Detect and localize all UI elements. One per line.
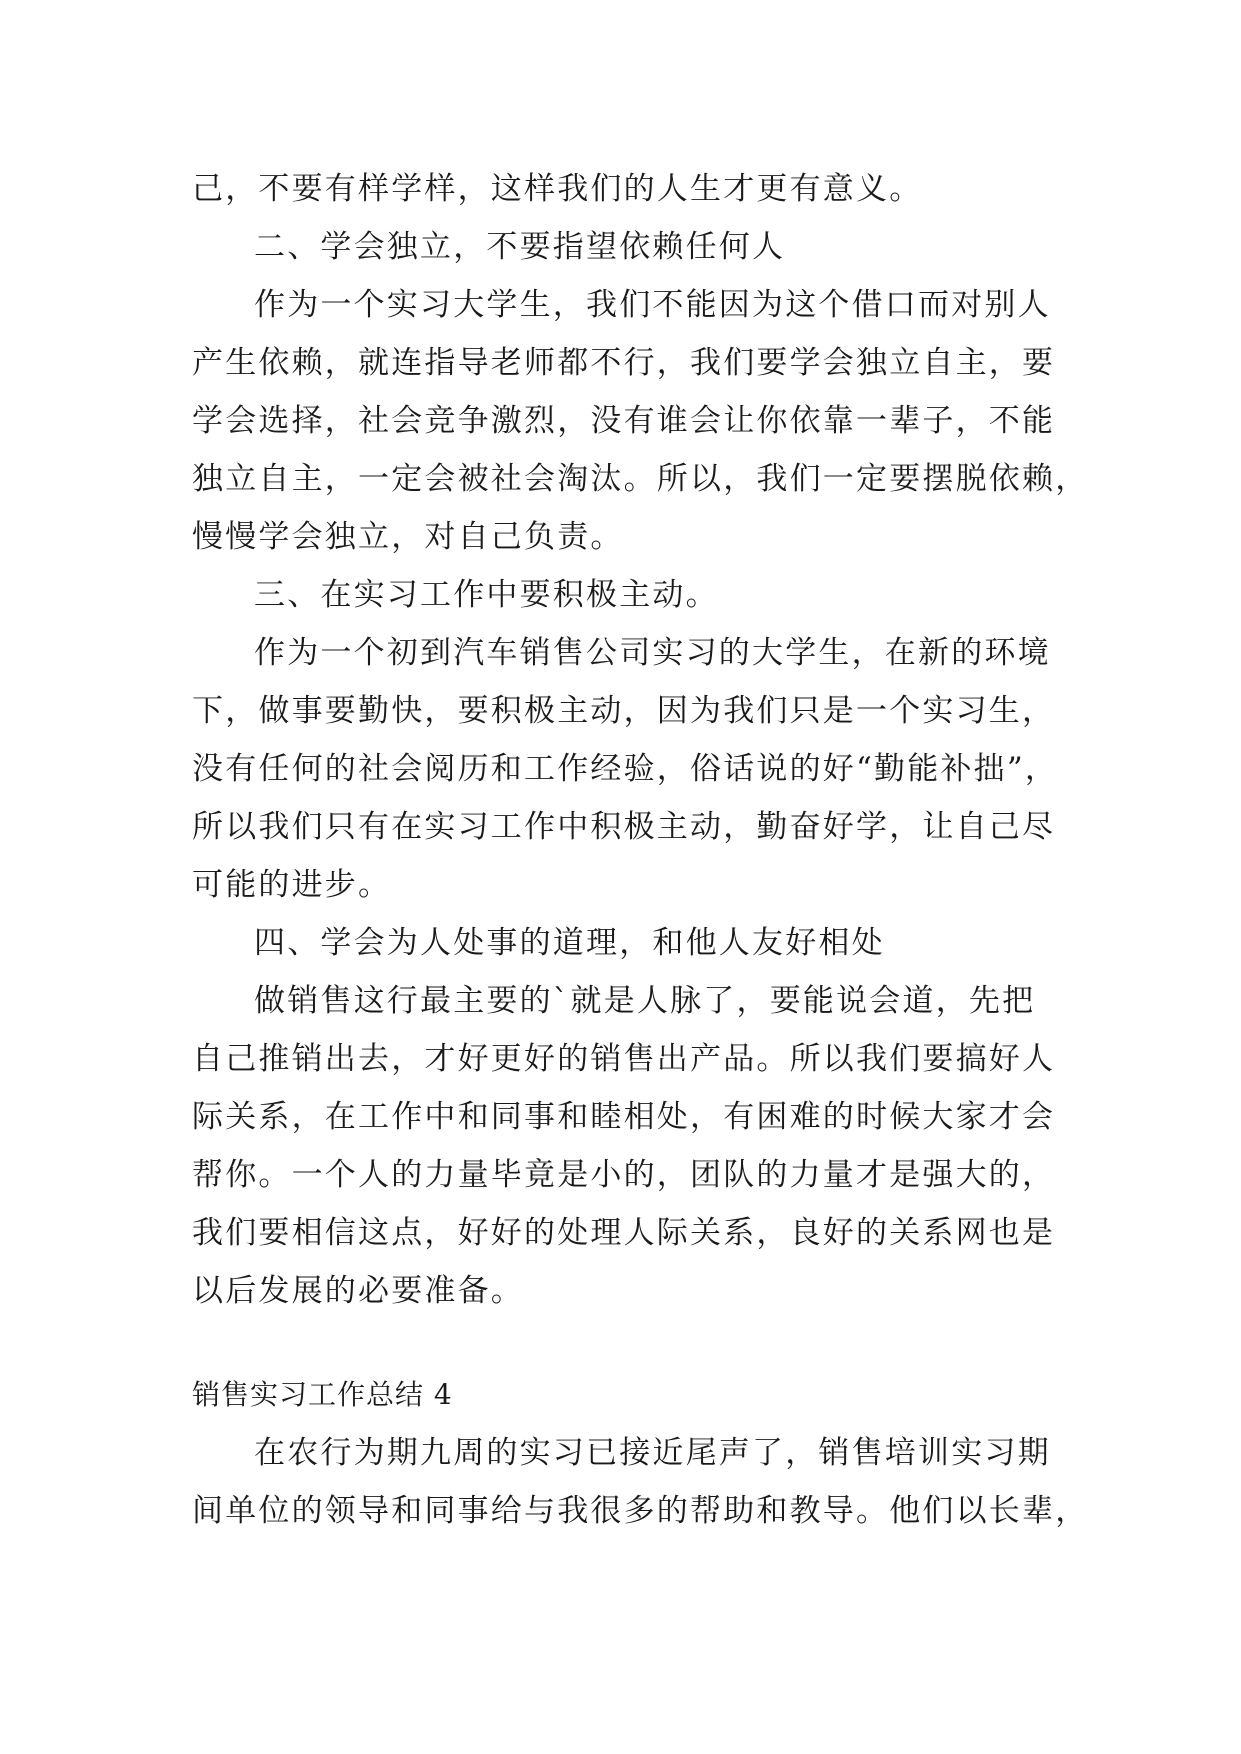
text-line: 在农行为期九周的实习已接近尾声了，销售培训实习期 [254, 1435, 1051, 1471]
text-line: 没有任何的社会阅历和工作经验，俗话说的好“勤能补拙”， [192, 751, 1059, 787]
text-line: 学会选择，社会竞争激烈，没有谁会让你依靠一辈子，不能 [192, 403, 1056, 439]
text-line: 下，做事要勤快，要积极主动，因为我们只是一个实习生， [192, 693, 1056, 729]
text-line: 作为一个实习大学生，我们不能因为这个借口而对别人 [254, 287, 1051, 323]
text-line: 己，不要有样学样，这样我们的人生才更有意义。 [192, 171, 923, 207]
text-line: 二、学会独立，不要指望依赖任何人 [254, 229, 786, 265]
text-line: 做销售这行最主要的`就是人脉了，要能说会道，先把 [254, 983, 1036, 1019]
text-line: 三、在实习工作中要积极主动。 [254, 577, 719, 613]
text-line: 自己推销出去，才好更好的销售出产品。所以我们要搞好人 [192, 1041, 1056, 1077]
text-line: 四、学会为人处事的道理，和他人友好相处 [254, 925, 885, 961]
text-line: 慢慢学会独立，对自己负责。 [192, 519, 624, 555]
document-body [192, 160, 1089, 1540]
text-line: 间单位的领导和同事给与我很多的帮助和教导。他们以长辈， [192, 1493, 1089, 1529]
text-line: 产生依赖，就连指导老师都不行，我们要学会独立自主，要 [192, 345, 1056, 381]
section-heading: 销售实习工作总结 4 [192, 1378, 453, 1411]
text-line: 所以我们只有在实习工作中积极主动，勤奋好学，让自己尽 [192, 809, 1056, 845]
paragraph-block [192, 160, 1089, 1320]
text-line: 我们要相信这点，好好的处理人际关系，良好的关系网也是 [192, 1215, 1056, 1251]
text-line: 帮你。一个人的力量毕竟是小的，团队的力量才是强大的， [192, 1157, 1056, 1193]
text-line: 以后发展的必要准备。 [192, 1273, 524, 1309]
paragraph-block [192, 1424, 1089, 1540]
text-line: 作为一个初到汽车销售公司实习的大学生，在新的环境 [254, 635, 1051, 671]
text-line: 际关系，在工作中和同事和睦相处，有困难的时候大家才会 [192, 1099, 1056, 1135]
text-line: 可能的进步。 [192, 867, 392, 903]
section-gap [192, 1320, 1052, 1366]
text-line: 独立自主，一定会被社会淘汰。所以，我们一定要摆脱依赖， [192, 461, 1089, 497]
